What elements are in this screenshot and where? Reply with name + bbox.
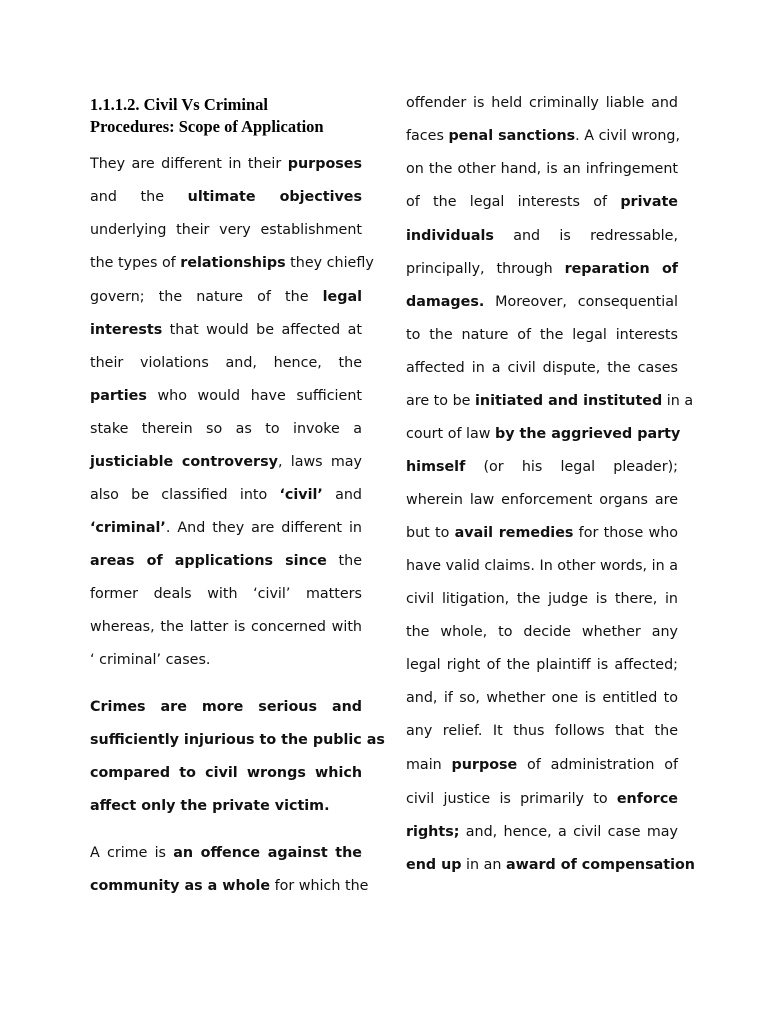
bold-text: purposes [287, 156, 362, 172]
left-line-3 [90, 220, 362, 240]
bold-text: affect only the private victim. [90, 798, 330, 814]
bold-text: by the aggrieved party [495, 426, 681, 442]
body-text: ‘ criminal’ cases. [90, 652, 211, 668]
left-line-15 [90, 617, 362, 637]
bold-text: relationships [180, 255, 286, 271]
bold-text: ultimate objectives [187, 189, 362, 205]
body-text: but to [406, 525, 455, 541]
body-text: . A civil wrong, [575, 128, 681, 144]
body-text: offender is held criminally liable and [406, 95, 678, 111]
left-line-12 [90, 518, 362, 538]
body-text: of the legal interests of [406, 194, 621, 210]
body-text: and the [90, 189, 188, 205]
bold-text: compared to civil wrongs which [90, 765, 362, 781]
right-line-5 [406, 226, 678, 246]
bold-text: purpose [451, 757, 518, 773]
body-text: and is redressable, [493, 228, 678, 244]
body-text: They are different in their [90, 156, 288, 172]
body-text: in an [461, 857, 506, 873]
bold-text: penal sanctions [448, 128, 576, 144]
bold-text: avail remedies [454, 525, 574, 541]
body-text: affected in a civil dispute, the cases [406, 360, 678, 376]
body-text: Moreover, consequential [484, 294, 678, 310]
left-line-21 [90, 843, 362, 863]
body-text: (or his legal pleader); [465, 459, 678, 475]
bold-text: damages. [406, 294, 485, 310]
body-text: are to be [406, 393, 475, 409]
bold-text: private [620, 194, 678, 210]
right-line-13 [406, 490, 678, 510]
left-line-19 [90, 763, 362, 783]
right-line-12 [406, 457, 678, 477]
body-text: to the nature of the legal interests [406, 327, 678, 343]
left-line-9 [90, 419, 362, 439]
body-text: civil litigation, the judge is there, in [406, 591, 678, 607]
body-text: legal right of the plaintiff is affected; [406, 657, 678, 673]
right-line-6 [406, 259, 678, 279]
section-heading [90, 94, 370, 138]
left-line-4 [90, 253, 374, 273]
body-text: have valid claims. In other words, in a [406, 558, 678, 574]
right-line-16 [406, 589, 678, 609]
right-line-7 [406, 292, 678, 312]
body-text: any relief. It thus follows that the [406, 723, 678, 739]
bold-text: justiciable controversy [90, 454, 278, 470]
right-line-10 [406, 391, 694, 411]
right-line-4 [406, 192, 678, 212]
body-text: that would be affected at [162, 322, 362, 338]
right-line-8 [406, 325, 678, 345]
body-text: the whole, to decide whether any [406, 624, 678, 640]
left-line-11 [90, 485, 362, 505]
body-text: underlying their very establishment [90, 222, 362, 238]
bold-text: award of compensation [506, 857, 695, 873]
body-text: govern; the nature of the [90, 289, 323, 305]
left-line-20 [90, 796, 362, 816]
bold-text: sufficiently injurious to the public as [90, 732, 385, 748]
right-line-23 [406, 822, 678, 842]
body-text: they chiefly [285, 255, 374, 271]
body-text: and, if so, whether one is entitled to [406, 690, 678, 706]
right-line-9 [406, 358, 678, 378]
right-line-2 [406, 126, 681, 146]
left-line-22 [90, 876, 369, 896]
bold-text: enforce [616, 791, 678, 807]
bold-text: end up [406, 857, 462, 873]
right-line-17 [406, 622, 678, 642]
right-line-21 [406, 755, 678, 775]
body-text: . And they are different in [165, 520, 362, 536]
right-line-19 [406, 688, 678, 708]
left-line-18 [90, 730, 385, 750]
right-line-24 [406, 855, 695, 875]
bold-text: Crimes are more serious and [90, 699, 362, 715]
left-line-1 [90, 154, 362, 174]
left-line-6 [90, 320, 362, 340]
body-text: A crime is [90, 845, 174, 861]
bold-text: reparation of [564, 261, 678, 277]
bold-text: rights; [406, 824, 460, 840]
bold-text: an offence against the [173, 845, 362, 861]
body-text: former deals with ‘civil’ matters [90, 586, 362, 602]
right-line-11 [406, 424, 681, 444]
left-line-2 [90, 187, 362, 207]
bold-text: community as a whole [90, 878, 271, 894]
body-text: the types of [90, 255, 181, 271]
left-line-17 [90, 697, 362, 717]
left-line-5 [90, 287, 362, 307]
bold-text: initiated and instituted [474, 393, 663, 409]
bold-text: himself [406, 459, 466, 475]
left-line-8 [90, 386, 362, 406]
body-text: principally, through [406, 261, 565, 277]
right-line-20 [406, 721, 678, 741]
body-text: court of law [406, 426, 495, 442]
section-heading-line-1: 1.1.1.2. Civil Vs Criminal [90, 95, 268, 114]
body-text: on the other hand, is an infringement [406, 161, 678, 177]
bold-text: parties [90, 388, 147, 404]
body-text: whereas, the latter is concerned with [90, 619, 362, 635]
body-text: for which the [270, 878, 369, 894]
right-line-3 [406, 159, 678, 179]
right-line-15 [406, 556, 678, 576]
body-text: who would have sufficient [146, 388, 362, 404]
body-text: wherein law enforcement organs are [406, 492, 678, 508]
left-line-14 [90, 584, 362, 604]
body-text: the [326, 553, 362, 569]
section-heading-line-2: Procedures: Scope of Application [90, 117, 324, 136]
body-text: of administration of [517, 757, 678, 773]
left-line-10 [90, 452, 362, 472]
body-text: main [406, 757, 452, 773]
bold-text: legal [322, 289, 362, 305]
body-text: in a [662, 393, 694, 409]
bold-text: interests [90, 322, 163, 338]
right-line-1 [406, 93, 678, 113]
body-text: their violations and, hence, the [90, 355, 362, 371]
bold-text: ‘criminal’ [90, 520, 166, 536]
body-text: faces [406, 128, 449, 144]
body-text: for those who [573, 525, 679, 541]
left-line-16 [90, 650, 362, 670]
bold-text: ‘civil’ [279, 487, 323, 503]
body-text: and, hence, a civil case may [459, 824, 678, 840]
right-line-22 [406, 789, 678, 809]
body-text: and [322, 487, 362, 503]
body-text: stake therein so as to invoke a [90, 421, 362, 437]
bold-text: individuals [406, 228, 494, 244]
bold-text: areas of applications since [90, 553, 327, 569]
body-text: also be classified into [90, 487, 280, 503]
body-text: , laws may [277, 454, 362, 470]
left-line-13 [90, 551, 362, 571]
right-line-18 [406, 655, 678, 675]
body-text: civil justice is primarily to [406, 791, 617, 807]
right-line-14 [406, 523, 678, 543]
left-line-7 [90, 353, 362, 373]
